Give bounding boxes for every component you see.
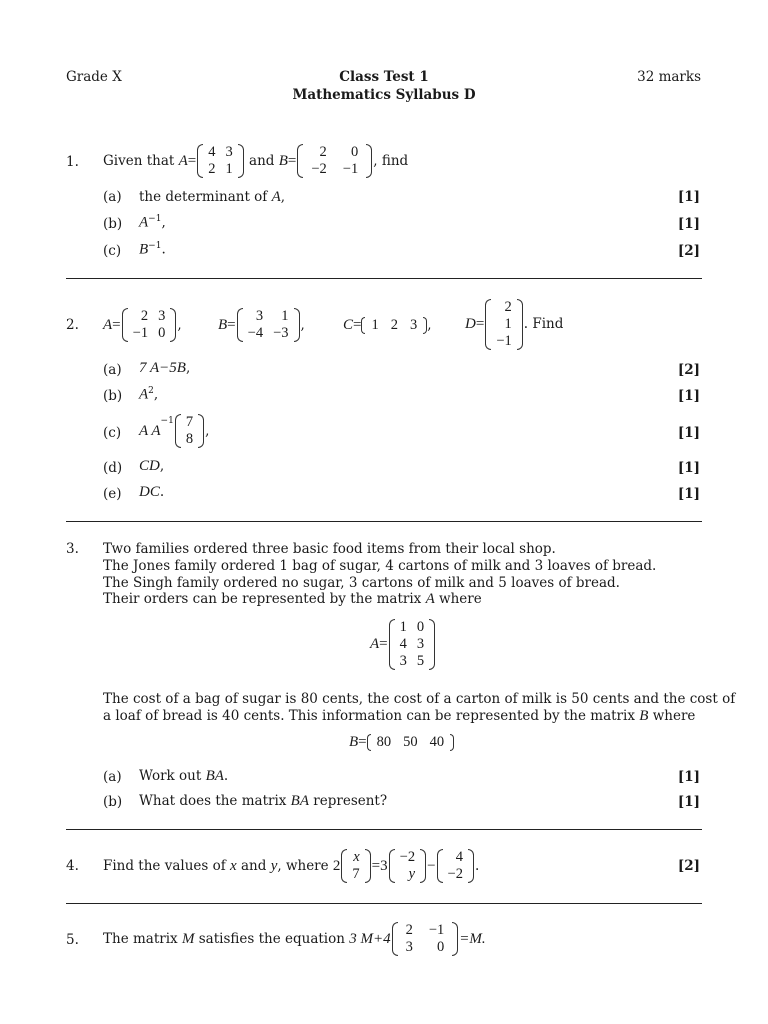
q2-part-e-label: (e) (103, 486, 122, 502)
q2-matrix-c-def: C = 1 2 3 , (343, 316, 432, 333)
q1-part-b-marks: [1] (677, 216, 700, 232)
matrix-entry: 1 (281, 308, 289, 324)
matrix-entry: −2 (311, 161, 327, 177)
q2-part-c-marks: [1] (677, 425, 700, 441)
question-1-number: 1. (66, 154, 79, 170)
q2-part-e-text: DC. (139, 484, 165, 500)
q3-line-4: Their orders can be represented by the matrix A where (103, 591, 482, 607)
q1-lead: Given that (103, 153, 175, 169)
matrix-entry: 2 (405, 922, 413, 938)
matrix-entry: 0 (158, 325, 166, 341)
q4-marks: [2] (677, 858, 700, 874)
matrix-entry: 3 (158, 308, 166, 324)
matrix-entry: 3 (405, 939, 413, 955)
q2-vector (175, 414, 204, 448)
q3-part-a-label: (a) (103, 769, 122, 785)
vector-entry: 8 (185, 431, 194, 447)
matrix-entry: −1 (342, 161, 359, 177)
vector-entry: y (408, 866, 416, 882)
matrix-entry: −4 (247, 325, 264, 341)
matrix-entry: 3 (255, 308, 264, 324)
matrix-entry: 1 (399, 618, 407, 635)
q3-matrix-a-def: A = 1 0 4 3 3 5 (370, 617, 436, 671)
divider (66, 829, 702, 830)
matrix-entry: −1 (132, 325, 149, 341)
q3-cost-line-1: The cost of a bag of sugar is 80 cents, the cost of a carton of milk is 50 cents and the cost of (103, 691, 736, 707)
q4-vector-3 (437, 849, 474, 883)
vector-entry: x (353, 849, 360, 865)
q2-part-b-text: $A^2$, (139, 386, 159, 403)
row-entry: 3 (409, 316, 418, 333)
row-entry: 2 (390, 316, 398, 333)
matrix-entry: 0 (437, 939, 445, 955)
vector-entry: −2 (447, 866, 463, 882)
vector-entry: −2 (399, 849, 416, 865)
row-entry: 50 (403, 733, 418, 750)
q2-find: . Find (523, 316, 564, 332)
q2-part-d-marks: [1] (677, 460, 700, 476)
q2-matrix-c (361, 317, 427, 334)
vector-entry: 2 (504, 298, 512, 315)
q2-matrix-b-def: B = 3 1 −4 −3 , (218, 308, 305, 341)
q4-stem: Find the values of x and y , where 2 x 7 = 3 −2 y − 4 −2 . (103, 849, 480, 882)
divider (66, 521, 702, 522)
q3-cost-line-2: a loaf of bread is 40 cents. This information can be represented by the matrix B where (103, 708, 696, 724)
q2-part-a-text: 7 A−5B, (139, 360, 191, 376)
question-4-number: 4. (66, 858, 79, 874)
q3-matrix-b (367, 734, 455, 751)
test-title: Class Test 1 (339, 69, 429, 85)
grade-label: Grade X (66, 69, 122, 85)
matrix-entry: 2 (319, 144, 327, 160)
q2-part-a-marks: [2] (677, 362, 700, 378)
q4-vector-2 (389, 849, 426, 883)
question-2-number: 2. (66, 317, 79, 333)
matrix-entry: −1 (428, 922, 445, 938)
q1-find: , find (373, 153, 409, 169)
q1-matrix-a (197, 144, 244, 178)
q2-matrix-a (122, 308, 177, 342)
q2-part-b-label: (b) (103, 388, 123, 404)
q2-part-a-label: (a) (103, 362, 122, 378)
matrix-entry: 4 (399, 635, 407, 652)
q1-part-a-label: (a) (103, 189, 122, 205)
q2-matrix-a-def: A = 2 3 −1 0 , (103, 308, 182, 341)
matrix-entry: 5 (416, 652, 425, 669)
q3-line-3: The Singh family ordered no sugar, 3 cartons of milk and 5 loaves of bread. (103, 575, 620, 591)
q2-part-d-text: CD, (139, 458, 165, 474)
q3-part-b-text: What does the matrix BA represent? (139, 793, 388, 809)
q5-stem: The matrix M satisfies the equation 3 M+4 2 −1 3 0 =M. (103, 922, 486, 955)
total-marks: 32 marks (637, 69, 701, 85)
row-entry: 80 (376, 733, 392, 750)
q1-part-c-marks: [2] (677, 243, 700, 259)
q3-part-a-text: Work out BA. (139, 768, 229, 784)
matrix-entry: 3 (225, 144, 233, 160)
q1-part-a-text: the determinant of A, (139, 189, 286, 205)
q3-matrix-a (389, 619, 436, 670)
matrix-entry: 3 (416, 635, 425, 652)
question-1-stem: Given that A = 4 3 2 1 and B = 2 0 −2 −1 , find (103, 144, 409, 177)
q3-line-1: Two families ordered three basic food items from their local shop. (103, 541, 556, 557)
q3-matrix-b-def: B = 80 50 40 (349, 733, 454, 751)
q1-part-c-text: $B^{-1}$. (139, 241, 166, 258)
q1-var-a: A (178, 152, 188, 169)
q3-part-a-marks: [1] (677, 769, 700, 785)
q2-part-d-label: (d) (103, 460, 123, 476)
matrix-entry: −3 (273, 325, 289, 341)
q2-part-c-label: (c) (103, 425, 122, 441)
matrix-entry: 2 (140, 308, 149, 324)
vector-entry: 1 (504, 315, 512, 332)
q1-matrix-b (297, 144, 372, 178)
q1-part-b-label: (b) (103, 216, 123, 232)
vector-entry: 4 (455, 849, 463, 865)
q3-part-b-label: (b) (103, 794, 123, 810)
question-5-number: 5. (66, 932, 79, 948)
q4-vector-1 (341, 849, 370, 883)
q2-matrix-d (485, 299, 522, 350)
q1-and: and (249, 153, 275, 169)
vector-entry: 7 (185, 414, 194, 430)
q1-var-b: B (278, 152, 288, 169)
q2-matrix-b (237, 308, 300, 342)
row-entry: 1 (371, 316, 379, 333)
q1-part-c-label: (c) (103, 243, 122, 259)
divider (66, 278, 702, 279)
matrix-entry: 0 (350, 144, 359, 160)
q1-part-a-marks: [1] (677, 189, 700, 205)
vector-entry: −1 (496, 332, 512, 349)
q2-matrix-d-def: D = 2 1 −1 . Find (465, 298, 564, 349)
q3-part-b-marks: [1] (677, 794, 700, 810)
divider (66, 903, 702, 904)
matrix-entry: 2 (208, 161, 216, 177)
matrix-entry: 1 (225, 161, 233, 177)
question-3-number: 3. (66, 541, 79, 557)
q2-part-b-marks: [1] (677, 388, 700, 404)
q1-part-b-text: $A^{-1}$, (139, 214, 166, 231)
matrix-entry: 3 (399, 652, 407, 669)
q2-part-c-text: A A $^{-1}$ 7 8 , (139, 414, 210, 447)
row-entry: 40 (429, 733, 445, 750)
q3-line-2: The Jones family ordered 1 bag of sugar, 4 cartons of milk and 3 loaves of bread. (103, 558, 657, 574)
q2-part-e-marks: [1] (677, 486, 700, 502)
test-subtitle: Mathematics Syllabus D (292, 87, 476, 103)
q5-matrix (392, 922, 459, 956)
vector-entry: 7 (352, 866, 360, 882)
matrix-entry: 4 (208, 144, 216, 160)
matrix-entry: 0 (416, 618, 425, 635)
